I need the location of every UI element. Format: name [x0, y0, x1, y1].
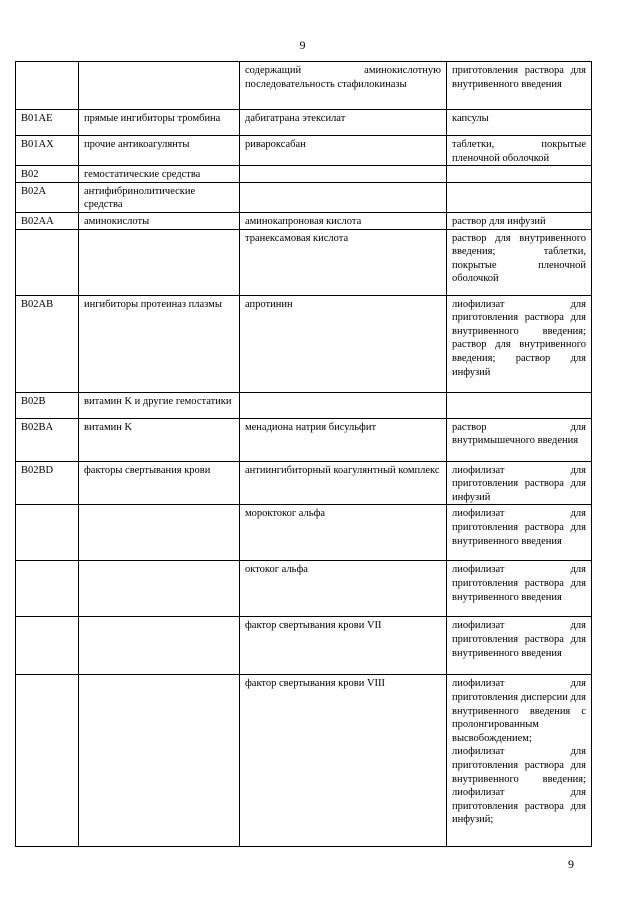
group-name-cell — [79, 166, 240, 183]
atc-code-cell — [16, 182, 79, 212]
drug-name-cell — [240, 392, 447, 418]
drug-name-cell — [240, 110, 447, 136]
drug-name-cell-text: менадиона натрия бисульфит — [245, 421, 377, 433]
atc-code-cell — [16, 461, 79, 505]
dosage-form-cell — [447, 505, 592, 561]
drug-table-body — [16, 62, 592, 847]
page-number-top: 9 — [299, 38, 306, 52]
group-name-cell — [79, 392, 240, 418]
atc-code-cell-text: B02 — [21, 169, 39, 181]
dosage-form-cell — [447, 392, 592, 418]
atc-code-cell — [16, 212, 79, 229]
group-name-cell-text: прямые ингибиторы тромбина — [84, 113, 221, 124]
group-name-cell — [79, 62, 240, 110]
table-row — [16, 182, 592, 212]
group-name-cell-text: ингибиторы протеиназ плазмы — [84, 298, 222, 310]
group-name-cell — [79, 461, 240, 505]
group-name-cell-text: витамин K — [84, 421, 133, 433]
dosage-form-cell-text: капсулы — [452, 113, 489, 124]
dosage-form-cell — [447, 461, 592, 505]
group-name-cell-text: антифибринолитические средства — [84, 185, 196, 211]
drug-name-cell — [240, 418, 447, 461]
drug-name-cell-text: антиингибиторный коагулянтный комплекс — [245, 464, 440, 476]
group-name-cell — [79, 182, 240, 212]
table-row — [16, 212, 592, 229]
dosage-form-cell — [447, 229, 592, 295]
dosage-form-cell — [447, 182, 592, 212]
atc-code-cell — [16, 505, 79, 561]
drug-name-cell — [240, 617, 447, 675]
atc-code-cell — [16, 561, 79, 617]
dosage-form-cell-text: лиофилизат для приготовления раствора для внутривенного введения — [452, 564, 586, 603]
dosage-form-cell-text: лиофилизат для приготовления раствора для внутривенного введения — [452, 508, 586, 547]
dosage-form-cell — [447, 166, 592, 183]
group-name-cell-text: витамин K и другие гемостатики — [84, 395, 232, 407]
dosage-form-cell-text: лиофилизат для приготовления дисперсии для внутривенного введения с пролонгированным высвобождением; лиофилизат для приготовления раствора для внутривенного введения; лиофилизат для приготовления раствора для инфузий; — [452, 678, 586, 826]
group-name-cell — [79, 617, 240, 675]
drug-name-cell-text: аминокапроновая кислота — [245, 215, 362, 227]
atc-code-cell-text: B02BD — [21, 464, 54, 476]
group-name-cell — [79, 229, 240, 295]
atc-code-cell — [16, 229, 79, 295]
dosage-form-cell-text: таблетки, покрытые пленочной оболочкой — [452, 139, 586, 164]
drug-name-cell — [240, 62, 447, 110]
atc-code-cell-text: B01AX — [21, 139, 54, 150]
atc-code-cell — [16, 136, 79, 166]
atc-code-cell-text: B02A — [21, 185, 47, 197]
drug-name-cell — [240, 229, 447, 295]
atc-code-cell-text: B02BA — [21, 421, 54, 433]
atc-code-cell-text: B01AE — [21, 113, 53, 124]
drug-name-cell — [240, 295, 447, 392]
drug-name-cell — [240, 675, 447, 847]
dosage-form-cell — [447, 561, 592, 617]
atc-code-cell-text: B02B — [21, 395, 46, 407]
table-row — [16, 675, 592, 847]
drug-name-cell-text: транексамовая кислота — [245, 232, 349, 244]
drug-name-cell — [240, 166, 447, 183]
group-name-cell-text: прочие антикоагулянты — [84, 139, 190, 150]
drug-name-cell — [240, 212, 447, 229]
drug-name-cell-text: фактор свертывания крови VIII — [245, 678, 386, 690]
atc-code-cell — [16, 418, 79, 461]
drug-name-cell-text: фактор свертывания крови VII — [245, 620, 382, 632]
table-row — [16, 461, 592, 505]
page-number-bottom: 9 — [568, 857, 574, 871]
drug-name-cell-text: содержащий аминокислотную последовательность стафилокиназы — [245, 65, 441, 90]
table-row — [16, 418, 592, 461]
group-name-cell — [79, 561, 240, 617]
dosage-form-cell-text: лиофилизат для приготовления раствора для инфузий — [452, 464, 586, 503]
dosage-form-cell — [447, 110, 592, 136]
dosage-form-cell-text: лиофилизат для приготовления раствора для внутривенного введения — [452, 620, 586, 659]
table-row — [16, 617, 592, 675]
group-name-cell — [79, 675, 240, 847]
group-name-cell-text: аминокислоты — [84, 215, 150, 227]
dosage-form-cell-text: раствор для внутривенного введения; таблетки, покрытые пленочной оболочкой — [452, 232, 586, 285]
drug-name-cell — [240, 561, 447, 617]
table-row — [16, 561, 592, 617]
atc-code-cell — [16, 166, 79, 183]
dosage-form-cell — [447, 418, 592, 461]
group-name-cell-text: факторы свертывания крови — [84, 464, 211, 476]
drug-table — [15, 61, 592, 847]
atc-code-cell-text: B02AA — [21, 215, 54, 227]
dosage-form-cell-text: приготовления раствора для внутривенного введения — [452, 65, 586, 90]
atc-code-cell — [16, 110, 79, 136]
dosage-form-cell — [447, 675, 592, 847]
drug-name-cell — [240, 182, 447, 212]
drug-name-cell-text: ривароксабан — [245, 139, 306, 150]
drug-name-cell-text: дабигатрана этексилат — [245, 113, 346, 124]
atc-code-cell-text: B02AB — [21, 298, 54, 310]
table-row — [16, 166, 592, 183]
table-row — [16, 229, 592, 295]
dosage-form-cell — [447, 62, 592, 110]
atc-code-cell — [16, 617, 79, 675]
dosage-form-cell-text: раствор для инфузий — [452, 215, 546, 227]
group-name-cell — [79, 418, 240, 461]
atc-code-cell — [16, 392, 79, 418]
group-name-cell — [79, 505, 240, 561]
drug-name-cell-text: апротинин — [245, 298, 293, 310]
table-row — [16, 136, 592, 166]
drug-name-cell — [240, 136, 447, 166]
dosage-form-cell-text: лиофилизат для приготовления раствора для внутривенного введения; раствор для внутривенного введения; раствор для инфузий — [452, 298, 586, 378]
dosage-form-cell — [447, 295, 592, 392]
dosage-form-cell — [447, 136, 592, 166]
dosage-form-cell — [447, 212, 592, 229]
drug-name-cell-text: октоког альфа — [245, 564, 308, 576]
dosage-form-cell-text: раствор для внутримышечного введения — [452, 421, 586, 447]
table-row — [16, 62, 592, 110]
group-name-cell — [79, 110, 240, 136]
atc-code-cell — [16, 62, 79, 110]
table-row — [16, 110, 592, 136]
drug-name-cell-text: мороктоког альфа — [245, 508, 326, 520]
drug-name-cell — [240, 505, 447, 561]
atc-code-cell — [16, 675, 79, 847]
table-row — [16, 392, 592, 418]
drug-name-cell — [240, 461, 447, 505]
group-name-cell — [79, 295, 240, 392]
atc-code-cell — [16, 295, 79, 392]
table-row — [16, 295, 592, 392]
table-row — [16, 505, 592, 561]
group-name-cell — [79, 136, 240, 166]
dosage-form-cell — [447, 617, 592, 675]
group-name-cell — [79, 212, 240, 229]
group-name-cell-text: гемостатические средства — [84, 169, 201, 181]
